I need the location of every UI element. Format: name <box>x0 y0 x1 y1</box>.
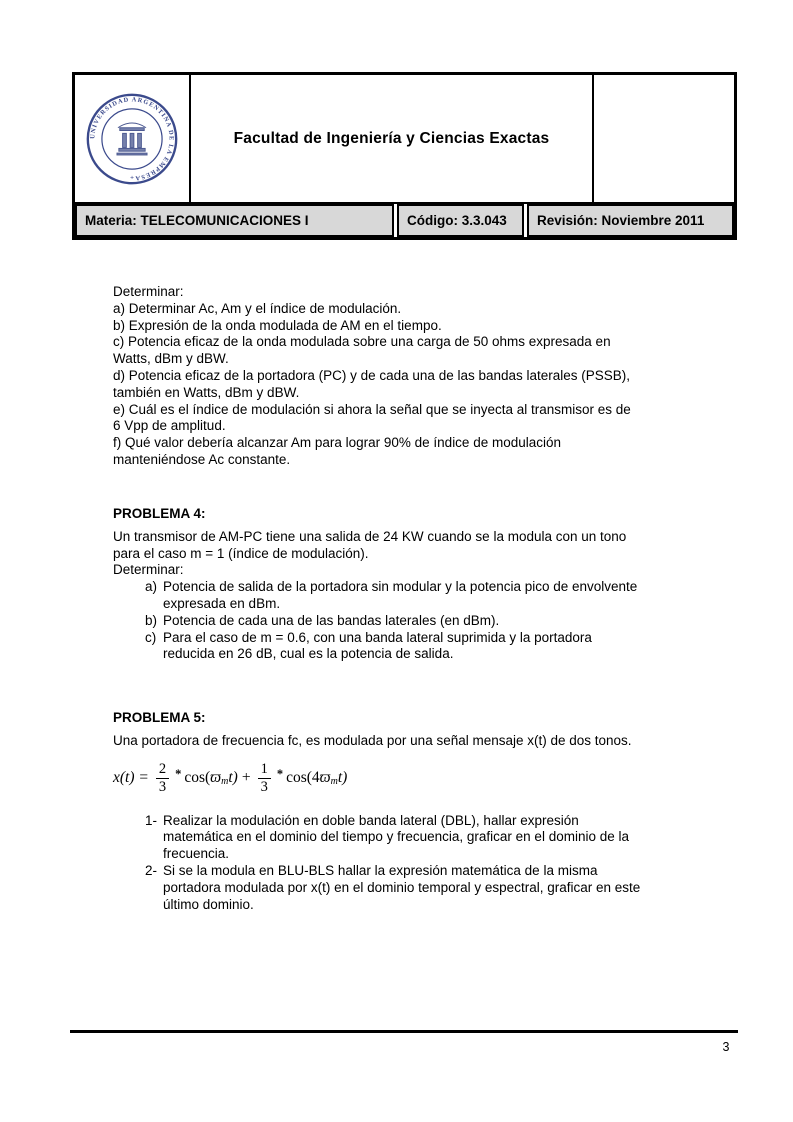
university-seal-logo <box>85 89 179 189</box>
list-item <box>145 863 713 913</box>
list-item-text <box>163 579 713 613</box>
logo-cell <box>75 75 191 202</box>
list-item <box>145 813 713 863</box>
formula-lhs: x(t) = <box>113 769 149 787</box>
seal-bottom-mark: + <box>130 173 134 181</box>
text-line: último dominio. <box>163 896 254 912</box>
text-line: reducida en 26 dB, cual es la potencia de salida. <box>163 646 454 662</box>
header-bottom-row <box>75 204 734 237</box>
codigo-cell: Código: 3.3.043 <box>397 204 524 237</box>
text-line: portadora modulada por x(t) en el dominio temporal y espectral, graficar en este <box>163 879 641 895</box>
problem4-section <box>113 506 713 663</box>
footer-rule <box>70 1030 738 1033</box>
materia-cell: Materia: TELECOMUNICACIONES I <box>75 204 394 237</box>
seal-emblem <box>117 123 147 155</box>
faculty-title: Facultad de Ingeniería y Ciencias Exactas <box>233 129 550 147</box>
text-line: Watts, dBm y dBW. <box>113 351 229 367</box>
list-item <box>145 613 713 630</box>
fraction-denominator: 3 <box>260 779 268 796</box>
multiply-operator: * <box>276 767 284 782</box>
problem5-section <box>113 710 713 913</box>
list-item-text <box>163 630 713 664</box>
plus-operator: + <box>241 769 251 787</box>
text-line: Realizar la modulación en doble banda lateral (DBL), hallar expresión <box>163 812 579 828</box>
list-item-text <box>163 613 713 630</box>
problem3-determinar-block <box>113 284 713 469</box>
seal-text: UNIVERSIDAD ARGENTINA DE LA EMPRESA <box>89 95 175 182</box>
text-line: manteniéndose Ac constante. <box>113 451 291 467</box>
problem4-title: PROBLEMA 4: <box>113 506 206 521</box>
varpi-symbol: ϖ <box>319 769 331 787</box>
problem5-title: PROBLEMA 5: <box>113 710 206 725</box>
fraction <box>156 761 169 797</box>
term-tail: t) <box>228 769 238 787</box>
text-line: Determinar: <box>113 562 184 578</box>
fraction-denominator: 3 <box>158 779 167 796</box>
text-line: Determinar: <box>113 284 184 299</box>
header-empty-cell <box>594 75 734 202</box>
cos-function: cos( <box>184 769 211 787</box>
text-line: Un transmisor de AM-PC tiene una salida de 24 KW cuando se la modula con un tono <box>113 528 627 544</box>
list-marker: 2- <box>145 862 158 878</box>
fraction <box>258 761 271 797</box>
text-line: b) Expresión de la onda modulada de AM en el tiempo. <box>113 317 442 333</box>
revision-cell: Revisión: Noviembre 2011 <box>527 204 734 237</box>
formula-xt <box>113 755 713 803</box>
text-line: Si se la modula en BLU-BLS hallar la expresión matemática de la misma <box>163 862 598 878</box>
multiply-operator: * <box>175 767 182 782</box>
list-item <box>145 579 713 613</box>
list-item-text <box>163 813 713 863</box>
problem4-list <box>145 579 713 663</box>
list-marker: 1- <box>145 812 158 828</box>
problem5-list <box>145 813 713 914</box>
page-number: 3 <box>722 1040 730 1054</box>
text-line: para el caso m = 1 (índice de modulación). <box>113 545 369 561</box>
faculty-title-cell <box>191 75 594 202</box>
text-line: frecuencia. <box>163 846 230 862</box>
text-line: Potencia de cada una de las bandas laterales (en dBm). <box>163 612 500 628</box>
text-line: f) Qué valor debería alcanzar Am para lograr 90% de índice de modulación <box>113 435 562 451</box>
list-marker: a) <box>145 579 158 595</box>
cos-function: cos(4 <box>286 769 320 787</box>
list-marker: b) <box>145 612 158 628</box>
text-line: expresada en dBm. <box>163 595 281 611</box>
subscript-m: m <box>330 776 338 788</box>
list-item <box>145 630 713 664</box>
list-item-text <box>163 863 713 913</box>
list-marker: c) <box>145 629 157 645</box>
text-line: matemática en el dominio del tiempo y frecuencia, graficar en el dominio de la <box>163 829 629 845</box>
varpi-symbol: ϖ <box>210 769 222 787</box>
term-tail: t) <box>337 769 348 787</box>
text-line: Potencia de salida de la portadora sin modular y la potencia pico de envolvente <box>163 579 638 595</box>
text-line: e) Cuál es el índice de modulación si ahora la señal que se inyecta al transmisor es de <box>113 401 631 417</box>
subscript-m: m <box>221 776 229 788</box>
text-line: a) Determinar Ac, Am y el índice de modulación. <box>113 300 402 316</box>
header-top-row <box>75 75 734 204</box>
document-header-table <box>72 72 737 240</box>
text-line: Para el caso de m = 0.6, con una banda lateral suprimida y la portadora <box>163 629 592 645</box>
text-line: Una portadora de frecuencia fc, es modulada por una señal mensaje x(t) de dos tonos. <box>113 732 632 748</box>
fraction-numerator: 2 <box>156 761 169 779</box>
fraction-numerator: 1 <box>258 761 271 779</box>
text-line: d) Potencia eficaz de la portadora (PC) y de cada una de las bandas laterales (PSSB), <box>113 367 631 383</box>
text-line: 6 Vpp de amplitud. <box>113 418 226 434</box>
text-line: c) Potencia eficaz de la onda modulada sobre una carga de 50 ohms expresada en <box>113 334 611 350</box>
text-line: también en Watts, dBm y dBW. <box>113 384 300 400</box>
